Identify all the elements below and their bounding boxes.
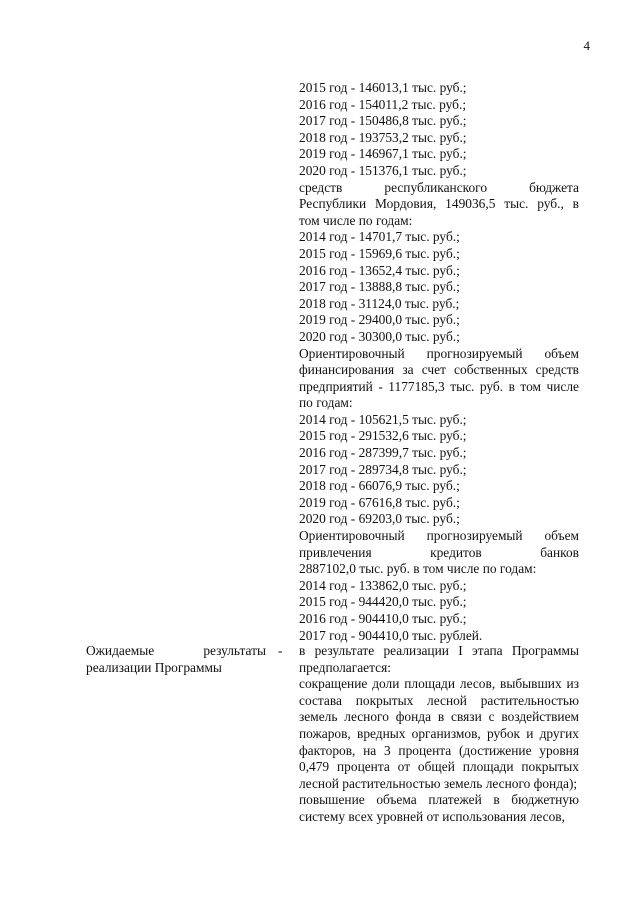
- own-funds-year-line: 2015 год - 291532,6 тыс. руб.;: [299, 428, 467, 444]
- own-funds-subheading: финансирования за счет собственных средств: [299, 362, 579, 378]
- results-dash: -: [278, 643, 283, 658]
- own-funds-block: [299, 346, 579, 529]
- bank-credits-year-line: 2014 год - 133862,0 тыс. руб.;: [299, 577, 467, 593]
- federal-years-list: [299, 80, 579, 180]
- republic-budget-block: [299, 180, 579, 346]
- republic-year-line: 2014 год - 14701,7 тыс. руб.;: [299, 229, 460, 245]
- own-funds-year-line: 2019 год - 67616,8 тыс. руб.;: [299, 494, 460, 510]
- own-funds-heading: Ориентировочный прогнозируемый объем: [299, 345, 579, 361]
- expected-results-text: [299, 643, 579, 826]
- own-funds-by-years: по годам:: [299, 395, 353, 411]
- republic-year-line: 2018 год - 31124,0 тыс. руб.;: [299, 295, 460, 311]
- federal-year-line: 2020 год - 151376,1 тыс. руб.;: [299, 162, 467, 178]
- federal-year-line: 2016 год - 154011,2 тыс. руб.;: [299, 96, 467, 112]
- expected-results-label-line: реализации Программы: [86, 659, 222, 675]
- own-funds-total: предприятий - 1177185,3 тыс. руб. в том числе: [299, 378, 579, 394]
- financing-column: [299, 80, 579, 644]
- federal-year-line: 2018 год - 193753,2 тыс. руб.;: [299, 129, 467, 145]
- bank-credits-year-line: 2016 год - 904410,0 тыс. руб.;: [299, 611, 467, 626]
- bank-credits-year-line: 2017 год - 904410,0 тыс. рублей.: [299, 627, 483, 643]
- federal-year-line: 2017 год - 150486,8 тыс. руб.;: [299, 113, 467, 129]
- republic-year-line: 2017 год - 13888,8 тыс. руб.;: [299, 279, 460, 295]
- results-item-forest-area: сокращение доли площади лесов, выбывших из состава покрытых лесной растительностью земель лесного фонда в связи с воздействием пожаров, вредных организмов, рубок и других факторов, на 3 процента (достижение уровня 0,479 процента от общей площади покрытых лесной растительностью земель лесного фонда);: [299, 676, 579, 791]
- republic-year-line: 2019 год - 29400,0 тыс. руб.;: [299, 312, 460, 328]
- republic-budget-total: Республики Мордовия, 149036,5 тыс. руб., в: [299, 196, 579, 212]
- own-funds-year-line: 2017 год - 289734,8 тыс. руб.;: [299, 461, 467, 477]
- federal-year-line: 2019 год - 146967,1 тыс. руб.;: [299, 146, 467, 162]
- bank-credits-year-line: 2015 год - 944420,0 тыс. руб.;: [299, 594, 467, 610]
- own-funds-year-line: 2020 год - 69203,0 тыс. руб.;: [299, 511, 460, 527]
- results-intro: в результате реализации I этапа Программы предполагается:: [299, 643, 579, 675]
- republic-year-line: 2020 год - 30300,0 тыс. руб.;: [299, 328, 460, 344]
- own-funds-year-line: 2014 год - 105621,5 тыс. руб.;: [299, 411, 467, 427]
- bank-credits-heading: Ориентировочный прогнозируемый объем: [299, 528, 579, 544]
- republic-budget-by-years: том числе по годам:: [299, 212, 413, 228]
- federal-year-line: 2015 год - 146013,1 тыс. руб.;: [299, 80, 467, 95]
- republic-year-line: 2016 год - 13652,4 тыс. руб.;: [299, 262, 460, 278]
- bank-credits-subheading: привлечения кредитов банков: [299, 544, 579, 560]
- bank-credits-block: [299, 528, 579, 644]
- republic-year-line: 2015 год - 15969,6 тыс. руб.;: [299, 245, 460, 261]
- results-item-payments: повышение объема платежей в бюджетную систему всех уровней от использования лесов,: [299, 792, 579, 824]
- own-funds-year-line: 2018 год - 66076,9 тыс. руб.;: [299, 478, 460, 494]
- expected-results-label-line: Ожидаемые результаты: [86, 643, 266, 658]
- own-funds-year-line: 2016 год - 287399,7 тыс. руб.;: [299, 445, 467, 461]
- republic-budget-heading: средств республиканского бюджета: [299, 179, 579, 195]
- expected-results-label: [86, 643, 266, 676]
- bank-credits-total: 2887102,0 тыс. руб. в том числе по годам:: [299, 561, 537, 577]
- page-number: 4: [583, 38, 590, 53]
